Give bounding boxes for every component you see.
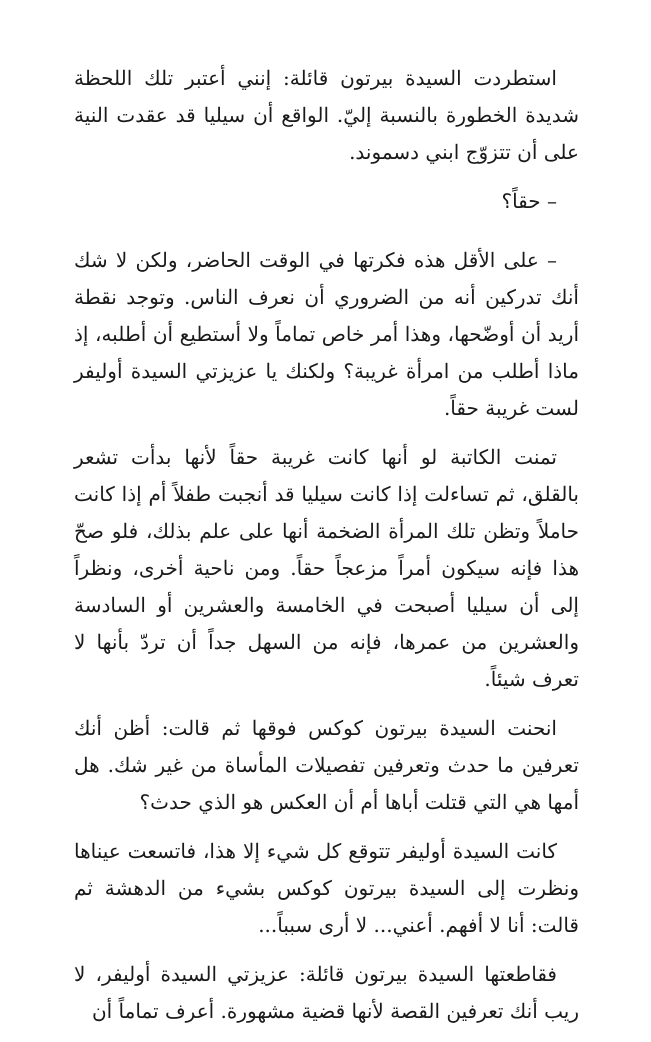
- paragraph-3: – على الأقل هذه فكرتها في الوقت الحاضر، ولكن لا شك أنك تدركين أنه من الضروري أن نعرف الناس. وتوجد نقطة أريد أن أوضّحها، وهذا أمر خاص تماماً ولا أستطيع أن أطلبه، إذ ماذا أطلب من امرأة غريبة؟ ولكنك يا عزيزتي السيدة أوليفر لست غريبة حقاً.: [74, 248, 579, 420]
- paragraph-2: – حقاً؟: [501, 189, 557, 213]
- paragraph-1: استطردت السيدة بيرتون قائلة: إنني أعتبر تلك اللحظة شديدة الخطورة بالنسبة إليّ. الواقع أن سيليا قد عقدت النية على أن تتزوّج ابني دسموند.: [74, 66, 579, 164]
- paragraph-6: كانت السيدة أوليفر تتوقع كل شيء إلا هذا، فاتسعت عيناها ونظرت إلى السيدة بيرتون كوكس بشيء من الدهشة ثم قالت: أنا لا أفهم. أعني... لا أرى سبباً...: [74, 839, 579, 937]
- paragraph-4: تمنت الكاتبة لو أنها كانت غريبة حقاً لأنها بدأت تشعر بالقلق، ثم تساءلت إذا كانت سيليا قد أنجبت طفلاً أم إذا كانت حاملاً وتظن تلك المرأة الضخمة أنها على علم بذلك، فلو صحّ هذا فإنه سيكون أمراً مزعجاً حقاً. ومن ناحية أخرى، ونظراً إلى أن سيليا أصبحت في الخامسة والعشرين أو السادسة والعشرين من عمرها، فإنه من السهل جداً أن تردّ بأنها لا تعرف شيئاً.: [74, 445, 579, 691]
- paragraph-5: انحنت السيدة بيرتون كوكس فوقها ثم قالت: أظن أنك تعرفين ما حدث وتعرفين تفصيلات المأساة من غير شك. هل أمها هي التي قتلت أباها أم أن العكس هو الذي حدث؟: [74, 716, 579, 814]
- book-page: [74, 60, 579, 1042]
- paragraph-7: فقاطعتها السيدة بيرتون قائلة: عزيزتي السيدة أوليفر، لا ريب أنك تعرفين القصة لأنها قضية مشهورة. أعرف تماماً أن: [74, 962, 579, 1023]
